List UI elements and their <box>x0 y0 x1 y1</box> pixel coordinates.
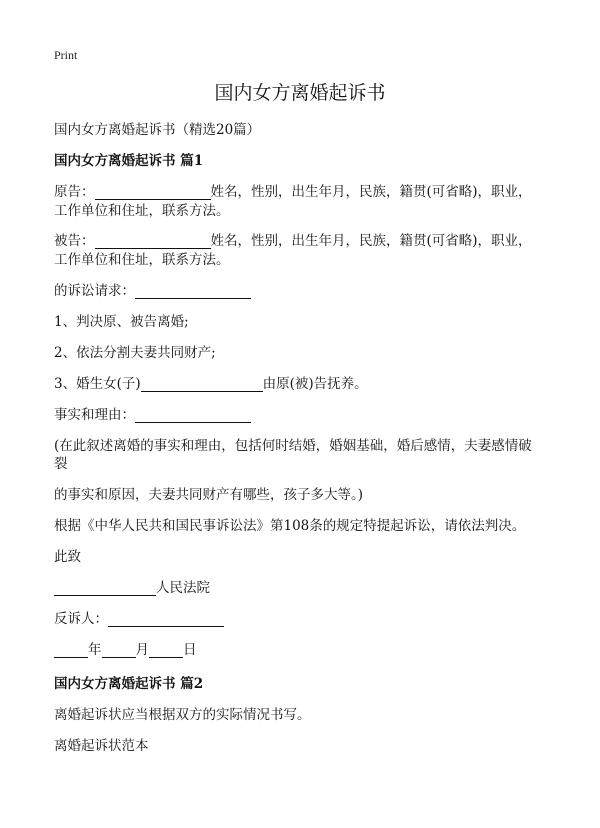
date-line <box>54 642 197 658</box>
court-line <box>54 580 210 596</box>
claims-label: 的诉讼请求： <box>54 283 135 299</box>
section-1-heading: 国内女方离婚起诉书 篇1 <box>54 153 204 169</box>
court-blank <box>54 581 156 596</box>
claims-line <box>54 283 251 299</box>
day-blank <box>149 643 183 658</box>
section-2-line-2: 离婚起诉状范本 <box>54 738 149 754</box>
year-blank <box>54 643 88 658</box>
plaintiff-fields-2: 工作单位和住址，联系方法。 <box>54 203 230 219</box>
section-2-heading: 国内女方离婚起诉书 篇2 <box>54 676 204 692</box>
facts-blank <box>135 408 251 423</box>
defendant-fields-2: 工作单位和住址，联系方法。 <box>54 252 230 268</box>
plaintiff-label: 原告： <box>54 184 95 200</box>
plaintiff-line <box>54 184 532 200</box>
facts-note-2: 裂 <box>54 456 68 472</box>
claim-3-suffix: 由原(被)告抚养。 <box>262 376 368 392</box>
legal-basis: 根据《中华人民共和国民事诉讼法》第108条的规定特提起诉讼，请依法判决。 <box>54 518 526 534</box>
counter-label: 反诉人： <box>54 611 108 627</box>
facts-note-1: (在此叙述离婚的事实和理由，包括何时结婚，婚姻基础，婚后感情，夫妻感情破 <box>54 438 532 454</box>
date-month: 月 <box>135 642 149 658</box>
section-2-line-1: 离婚起诉状应当根据双方的实际情况书写。 <box>54 707 311 723</box>
defendant-label: 被告： <box>54 233 95 249</box>
defendant-blank <box>95 234 211 249</box>
date-day: 日 <box>183 642 197 658</box>
document-title: 国内女方离婚起诉书 <box>214 82 386 104</box>
claim-3-blank <box>141 377 263 392</box>
document-subtitle: 国内女方离婚起诉书（精选20篇） <box>54 122 261 138</box>
court-suffix: 人民法院 <box>156 580 210 596</box>
salutation: 此致 <box>54 549 81 565</box>
print-link[interactable]: Print <box>54 48 78 62</box>
claims-blank <box>135 284 251 299</box>
facts-label: 事实和理由： <box>54 407 135 423</box>
defendant-line <box>54 233 532 249</box>
facts-line <box>54 407 251 423</box>
plaintiff-blank <box>95 185 211 200</box>
claim-1: 1、判决原、被告离婚; <box>54 314 189 330</box>
defendant-fields: 姓名，性别，出生年月，民族，籍贯(可省略)，职业， <box>210 233 532 249</box>
plaintiff-fields: 姓名，性别，出生年月，民族，籍贯(可省略)，职业， <box>210 184 532 200</box>
claim-3 <box>54 376 368 392</box>
month-blank <box>102 643 136 658</box>
counter-blank <box>108 612 224 627</box>
counter-line <box>54 611 224 627</box>
claim-2: 2、依法分割夫妻共同财产; <box>54 345 216 361</box>
date-year: 年 <box>88 642 102 658</box>
facts-note-3: 的事实和原因，夫妻共同财产有哪些，孩子多大等。) <box>54 487 364 503</box>
claim-3-prefix: 3、婚生女(子) <box>54 376 141 392</box>
